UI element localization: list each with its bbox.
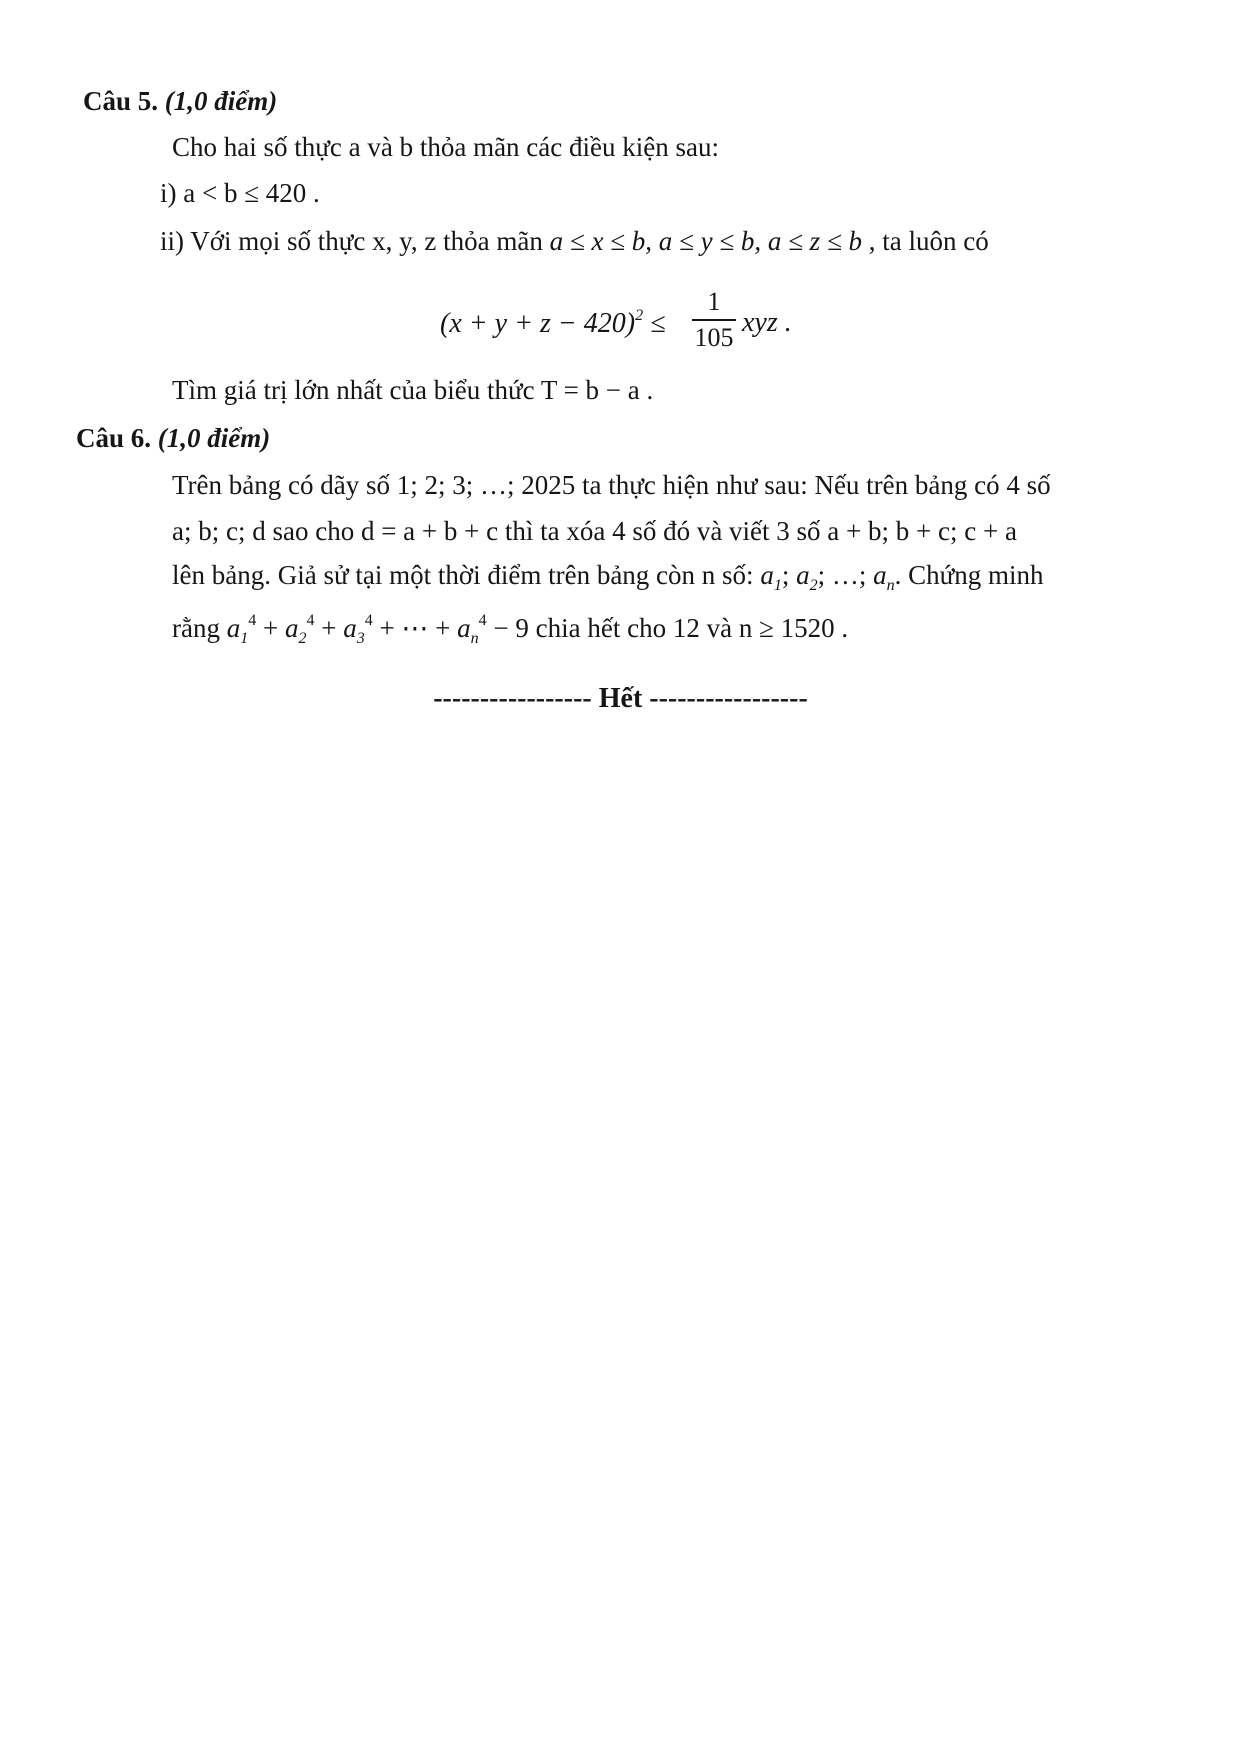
line-4-prefix: rằng — [172, 613, 227, 643]
question-5-title — [83, 84, 277, 118]
question-6-title — [76, 421, 270, 455]
inequality-relation: ≤ — [643, 308, 666, 339]
dots: + ⋯ + — [372, 613, 458, 643]
subscript-n: n — [886, 577, 895, 594]
question-5-label: Câu 5. — [83, 86, 159, 116]
term-a: a — [760, 560, 774, 590]
condition-2-suffix: , ta luôn có — [862, 226, 989, 256]
term-a: a — [343, 613, 357, 643]
inequality-lhs-expr: (x + y + z − 420) — [440, 308, 636, 339]
power-4: 4 — [306, 612, 315, 629]
question-6-line-1: Trên bảng có dãy số 1; 2; 3; …; 2025 ta thực hiện như sau: Nếu trên bảng có 4 số — [172, 470, 1051, 500]
inequality-fraction — [692, 287, 736, 353]
condition-2-math: a ≤ x ≤ b, a ≤ y ≤ b, a ≤ z ≤ b — [549, 226, 863, 256]
question-6-points: (1,0 điểm) — [157, 423, 271, 453]
fraction-numerator: 1 — [707, 287, 721, 316]
question-6-line-2: a; b; c; d sao cho d = a + b + c thì ta xóa 4 số đó và viết 3 số a + b; b + c; c + a — [172, 516, 1017, 546]
fraction-denominator: 105 — [694, 323, 734, 352]
question-6-label: Câu 6. — [76, 423, 152, 453]
question-6-line-3 — [172, 558, 1044, 603]
minus-nine: − 9 — [486, 613, 529, 643]
term-a: a — [873, 560, 887, 590]
line-3-suffix: . Chứng minh — [894, 560, 1044, 590]
question-5-intro: Cho hai số thực a và b thỏa mãn các điều kiện sau: — [172, 132, 719, 162]
subscript-1: 1 — [773, 577, 782, 594]
term-a: a — [457, 613, 471, 643]
subscript-1: 1 — [240, 630, 249, 647]
term-a: a — [226, 613, 241, 643]
subscript-3: 3 — [356, 630, 365, 647]
plus: + — [256, 613, 285, 643]
question-5-condition-1: i) a < b ≤ 420 . — [160, 178, 320, 208]
subscript-2: 2 — [809, 577, 818, 594]
power-4: 4 — [364, 612, 373, 629]
question-5-points: (1,0 điểm) — [164, 86, 278, 116]
plus: + — [314, 613, 344, 643]
end-marker: ----------------- Hết ----------------- — [433, 683, 808, 714]
question-5-condition-2 — [160, 224, 989, 258]
question-5-task: Tìm giá trị lớn nhất của biểu thức T = b − a . — [172, 375, 654, 405]
fraction-bar — [692, 319, 736, 321]
question-6-line-4 — [172, 604, 848, 656]
inequality-lhs — [440, 307, 665, 340]
term-a: a — [284, 613, 299, 643]
term-a: a — [796, 560, 810, 590]
line-4-suffix: chia hết cho 12 và n ≥ 1520 . — [528, 613, 849, 643]
power-4: 4 — [478, 612, 487, 629]
power-4: 4 — [248, 612, 257, 629]
line-3-prefix: lên bảng. Giả sử tại một thời điểm trên bảng còn n số: — [172, 560, 761, 590]
ellipsis: ; …; — [817, 560, 874, 590]
separator: ; — [781, 560, 797, 590]
condition-2-prefix: ii) Với mọi số thực x, y, z thỏa mãn — [160, 226, 550, 256]
inequality-exponent: 2 — [635, 307, 644, 324]
subscript-n: n — [470, 630, 479, 647]
subscript-2: 2 — [298, 630, 307, 647]
inequality-rhs: xyz . — [742, 307, 792, 338]
